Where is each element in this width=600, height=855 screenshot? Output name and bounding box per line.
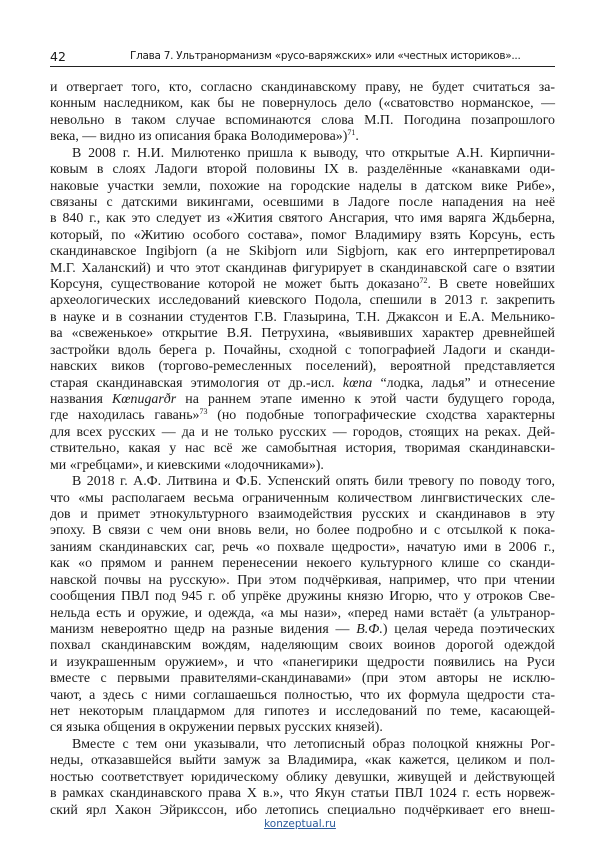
text-line: [50, 655, 555, 671]
text-segment: названия: [50, 392, 113, 408]
text-line: [50, 589, 555, 605]
text-line: [50, 622, 555, 638]
text-segment: ствительно, какая у нас всё же самобытная история, творимая скандинавски-: [50, 441, 555, 457]
text-line: [50, 113, 555, 129]
text-segment: М.Г. Халанский) и что этот скандинав фигурирует в скандинавской саге о взятии: [50, 260, 555, 276]
text-segment: Корсуня, существование которой не может быть доказано: [50, 277, 420, 293]
text-line: [50, 211, 555, 227]
text-line: [50, 343, 555, 359]
text-segment: манизм невероятно щедр на разные видения —: [50, 621, 357, 637]
italic-text: kœna: [342, 375, 373, 391]
text-segment: как «о прямом и раннем перенесении некоего культурного клише со сканди-: [50, 556, 555, 572]
text-segment: ) целая череда поэтических: [382, 621, 555, 637]
text-line: [50, 458, 555, 474]
text-segment: на раннем этапе именно к этой части будущего города,: [176, 392, 555, 408]
text-segment: в рамках скандинавского права X в.», что Якун статьи ПВЛ 1024 г. есть норвеж-: [50, 786, 555, 802]
text-segment: века, — видно из описания брака Володимерова»): [50, 129, 348, 145]
text-line: [50, 359, 555, 375]
text-segment: эпоху. В связи с чем они вновь вели, но более подробно и с отсылкой к пока-: [50, 523, 555, 539]
text-segment: навской почвы на русскую». При этом подчёркивая, например, что при чтении: [50, 572, 555, 588]
text-line: [50, 129, 555, 145]
text-line: [50, 326, 555, 342]
text-line: [50, 737, 555, 753]
text-line: [50, 507, 555, 523]
text-line: [50, 408, 555, 424]
text-segment: который, по «Житию особого состава», помог Владимиру взять Корсунь, есть: [50, 227, 555, 243]
text-line: [50, 753, 555, 769]
text-line: [50, 179, 555, 195]
text-segment: заниям скандинавских саг, речь «о похвале щедрости», начатую ими в 2006 г.,: [50, 539, 555, 555]
text-segment: ковым в слоях Ладоги второй половины IX в. разделённые «канавками оди-: [50, 162, 555, 178]
text-segment: сообщения ПВЛ под 945 г. об упрёке дружины князю Игорю, что у отроков Све-: [50, 589, 555, 605]
text-line: [50, 277, 555, 293]
text-segment: скандинавское Ingibjorn (а не Skibjorn или Sigbjorn, как его интерпретировал: [50, 244, 555, 260]
text-line: [50, 803, 555, 819]
text-line: [50, 573, 555, 589]
text-segment: конным наследником, как бы не повернулось дело («сватовство норманское, —: [50, 96, 555, 112]
text-line: [50, 671, 555, 687]
text-segment: невольно в таком случае вспоминаются слова М.П. Погодина позапрошлого: [50, 112, 555, 128]
text-line: [50, 162, 555, 178]
footnote-ref: 73: [199, 407, 208, 417]
text-line: [50, 556, 555, 572]
text-line: [50, 606, 555, 622]
text-segment: ми «гребцами», и киевскими «лодочниками»).: [50, 457, 324, 473]
text-segment: дов и примет этнокультурного взаимодействия русских и скандинавов в эту: [50, 506, 555, 522]
text-segment: связаны с датскими викингами, осевшими в Ладоге после нападения на неё: [50, 194, 555, 210]
text-segment: наковые участки земли, похожие на городские наделы в датском вике Рибе»,: [50, 178, 555, 194]
text-segment: похвал скандинавским вождям, наделяющим своих воинов дорогой одеждой: [50, 638, 555, 654]
text-line: [50, 704, 555, 720]
text-segment: В 2008 г. Н.И. Милютенко пришла к выводу, что открытые А.Н. Кирпични-: [72, 145, 555, 161]
text-segment: и изукрашенным оружием», и что «панегирики щедрости появились на Руси: [50, 654, 555, 670]
text-segment: в 840 г., как это следует из «Жития святого Ансгария, что имя варяга Ждьберна,: [50, 211, 555, 227]
text-segment: “лодка, ладья” и отнесение: [372, 375, 556, 391]
text-segment: вместе с первыми правителями-скандинавами» (при этом авторы не исклю-: [50, 671, 555, 687]
text-line: [50, 261, 555, 277]
text-line: [50, 146, 555, 162]
italic-text: Kœnugarðr: [112, 392, 177, 408]
text-segment: . В свете новейших: [427, 277, 556, 293]
body-text: [50, 80, 555, 819]
text-segment: ностью соответствует юридическому облику девушки, живущей и действующей: [50, 769, 555, 785]
text-segment: Вместе с тем они указывали, что летописный образ полоцкой княжны Рог-: [72, 736, 555, 752]
text-line: [50, 638, 555, 654]
text-line: [50, 244, 555, 260]
text-segment: В 2018 г. А.Ф. Литвина и Ф.Б. Успенский опять били тревогу по поводу того,: [72, 474, 555, 490]
text-line: [50, 474, 555, 490]
footnote-ref: 72: [419, 276, 428, 286]
text-segment: для всех русских — да и не только русских — городов, стоящих на реках. Дей-: [50, 424, 555, 440]
footer: [0, 818, 600, 830]
text-segment: нет некоторым плацдармом для гипотез и исследований по теме, касающей-: [50, 704, 555, 720]
text-line: [50, 80, 555, 96]
running-header: [50, 48, 555, 67]
text-line: [50, 720, 555, 736]
text-segment: нельда есть и оружие, и одежда, «а мы нази», «перед нами встаёт (а ультранор-: [50, 605, 555, 621]
text-line: [50, 96, 555, 112]
text-segment: что «мы располагаем весьма ограниченным количеством лингвистических сле-: [50, 490, 555, 506]
text-line: [50, 195, 555, 211]
text-line: [50, 293, 555, 309]
text-segment: застройки вдоль берега р. Почайны, сходной с топографией Ладоги и сканди-: [50, 342, 555, 358]
text-line: [50, 786, 555, 802]
text-segment: ся языка общения в окружении первых русских князей).: [50, 720, 383, 736]
text-segment: в науке и в сознании студентов Г.В. Глазырина, Т.Н. Джаксон и Е.А. Мельнико-: [50, 309, 555, 325]
text-line: [50, 425, 555, 441]
text-line: [50, 376, 555, 392]
text-line: [50, 540, 555, 556]
text-line: [50, 441, 555, 457]
text-line: [50, 491, 555, 507]
text-segment: археологических исследований киевского Подола, спешили в 2013 г. закрепить: [50, 293, 555, 309]
text-segment: чают, а здесь с ними соглашаешься полностью, что их формула щедрости ста-: [50, 687, 555, 703]
text-segment: и отвергает того, кто, согласно скандинавскому праву, не будет считаться за-: [50, 80, 555, 95]
text-segment: старая скандинавская этимология от др.-исл.: [50, 375, 343, 391]
text-line: [50, 310, 555, 326]
italic-text: В.Ф.: [356, 621, 383, 637]
text-line: [50, 228, 555, 244]
text-line: [50, 770, 555, 786]
page-number: 42: [50, 49, 66, 64]
text-segment: где находилась гавань»: [50, 408, 200, 424]
footnote-ref: 71: [347, 128, 356, 138]
chapter-title: Глава 7. Ультранорманизм «русо-варяжских» или «честных историков»...: [130, 50, 521, 62]
text-line: [50, 392, 555, 408]
text-segment: .: [355, 129, 359, 145]
text-segment: (но подобные топографические сходства характерны: [207, 408, 555, 424]
text-line: [50, 688, 555, 704]
text-segment: ва «свеженькое» открытие В.Я. Петрухина, «выявивших характер древнейшей: [50, 326, 555, 342]
site-link[interactable]: konzeptual.ru: [264, 818, 336, 830]
text-line: [50, 523, 555, 539]
text-segment: ский ярл Хакон Эйрикссон, ибо летопись специально подчёркивает его внеш-: [50, 802, 555, 818]
text-segment: навских виков (торгово-ремесленных поселений), вероятной представляется: [50, 359, 555, 375]
text-segment: неды, отказавшейся выйти замуж за Владимира, «как кажется, целиком и пол-: [50, 753, 555, 769]
